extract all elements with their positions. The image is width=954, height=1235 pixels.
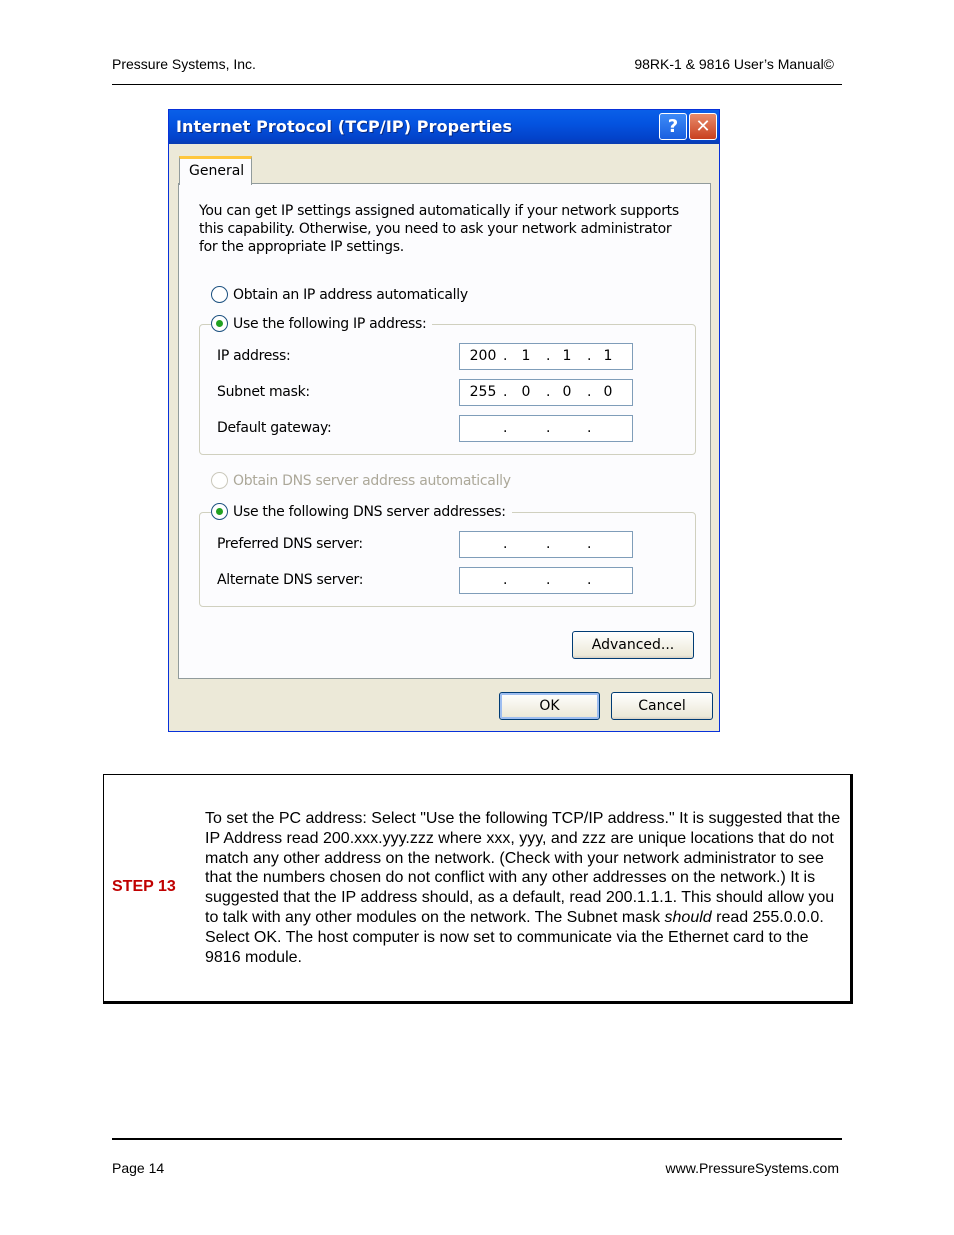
ok-button[interactable]: OK (499, 692, 600, 720)
header-rule (112, 84, 842, 85)
ip-octet-4: 1 (603, 348, 613, 364)
tab-general[interactable]: General (179, 156, 252, 185)
radio-use-ip-label: Use the following IP address: (233, 315, 427, 332)
subnet-dot-2: . (546, 384, 551, 400)
alternate-dns-label: Alternate DNS server: (217, 572, 364, 588)
header-company: Pressure Systems, Inc. (112, 56, 256, 72)
subnet-dot-1: . (503, 384, 508, 400)
radio-obtain-ip[interactable] (211, 286, 474, 303)
dns-server-group (199, 512, 696, 607)
ip-octet-2: 1 (521, 348, 531, 364)
dialog-title: Internet Protocol (TCP/IP) Properties (176, 117, 513, 136)
radio-obtain-dns (211, 472, 517, 489)
gateway-dot-1: . (503, 420, 508, 436)
radio-disabled-icon (211, 472, 228, 489)
subnet-octet-3: 0 (562, 384, 572, 400)
ip-dot-3: . (587, 348, 592, 364)
page-number: Page 14 (112, 1160, 165, 1176)
radio-obtain-dns-label: Obtain DNS server address automatically (233, 472, 511, 489)
close-icon: ✕ (695, 116, 711, 137)
subnet-octet-2: 0 (521, 384, 531, 400)
radio-use-dns[interactable] (211, 503, 512, 520)
radio-obtain-ip-label: Obtain an IP address automatically (233, 286, 468, 303)
default-gateway-input[interactable] (459, 415, 633, 442)
tcpip-properties-dialog (168, 109, 720, 732)
ip-octet-1: 200 (469, 348, 497, 364)
subnet-dot-3: . (587, 384, 592, 400)
help-icon: ? (667, 116, 679, 137)
ip-address-label: IP address: (217, 348, 291, 364)
ip-octet-3: 1 (562, 348, 572, 364)
radio-selected-icon[interactable] (211, 315, 228, 332)
close-button[interactable] (689, 113, 717, 140)
step-description (205, 809, 845, 967)
subnet-mask-label: Subnet mask: (217, 384, 310, 400)
step-13-box (103, 774, 853, 1004)
radio-use-dns-label: Use the following DNS server addresses: (233, 503, 506, 520)
gateway-dot-3: . (587, 420, 592, 436)
dialog-titlebar[interactable] (169, 110, 719, 144)
header-manual-title: 98RK-1 & 9816 User’s Manual© (634, 56, 834, 72)
footer-website: www.PressureSystems.com (665, 1160, 839, 1176)
help-button[interactable] (659, 113, 687, 140)
pdns-dot-3: . (587, 536, 592, 552)
adns-dot-1: . (503, 572, 508, 588)
subnet-octet-4: 0 (603, 384, 613, 400)
cancel-button[interactable]: Cancel (611, 692, 713, 720)
intro-text: You can get IP settings assigned automatically if your network supports this capability. Otherwise, you need to ask your network administrator for the appropriate IP settings. (199, 203, 679, 255)
preferred-dns-label: Preferred DNS server: (217, 536, 363, 552)
ip-dot-1: . (503, 348, 508, 364)
ip-dot-2: . (546, 348, 551, 364)
radio-selected-icon[interactable] (211, 503, 228, 520)
pdns-dot-2: . (546, 536, 551, 552)
default-gateway-label: Default gateway: (217, 420, 332, 436)
general-panel (178, 183, 711, 679)
advanced-button[interactable]: Advanced... (572, 631, 694, 659)
subnet-octet-1: 255 (469, 384, 497, 400)
preferred-dns-input[interactable] (459, 531, 633, 558)
pdns-dot-1: . (503, 536, 508, 552)
gateway-dot-2: . (546, 420, 551, 436)
subnet-mask-input[interactable] (459, 379, 633, 406)
ip-address-input[interactable] (459, 343, 633, 370)
step-text-emphasis: should (664, 908, 712, 926)
step-text-part-2: read 255.0.0.0. Select OK. The host computer is now set to communicate via the Ethernet card to the 9816 module. (205, 908, 824, 966)
radio-use-ip[interactable] (211, 315, 432, 332)
alternate-dns-input[interactable] (459, 567, 633, 594)
footer-rule (112, 1138, 842, 1140)
step-text-part-1: To set the PC address: Select "Use the following TCP/IP address." It is suggested that the IP Address read 200.xxx.yyy.zzz where xxx, yyy, and zzz are unique locations that do not match any other address on the network. (Check with your network administrator to see that the numbers chosen do not conflict with any other addresses on the network.) It is suggested that the IP address should, as a default, read 200.1.1.1. This should allow you to talk with any other modules on the network. The Subnet mask (205, 810, 841, 926)
adns-dot-2: . (546, 572, 551, 588)
step-label: STEP 13 (112, 878, 176, 895)
radio-off-icon[interactable] (211, 286, 228, 303)
ip-address-group (199, 324, 696, 455)
adns-dot-3: . (587, 572, 592, 588)
